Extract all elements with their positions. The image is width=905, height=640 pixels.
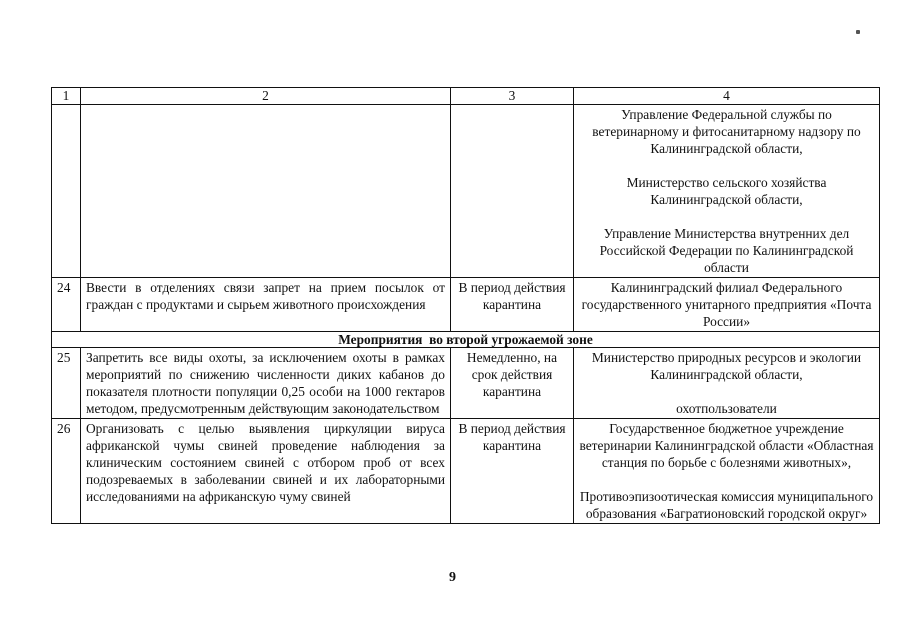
row-action: Организовать с целью выявления циркуляции вируса африканской чумы свиней проведение наблюдения за клиническим состоянием свиней с отбором проб от всех подозреваемых в заболевании свиней и их лабораторными исследованиями на африканскую чуму свиней (81, 419, 451, 524)
table-row-26 (52, 419, 880, 524)
row-term: В период действия карантина (451, 278, 574, 332)
row-number: 25 (52, 348, 81, 419)
row-number: 24 (52, 278, 81, 332)
header-col-2: 2 (81, 88, 451, 105)
table-header-row (52, 88, 880, 105)
row-number: 26 (52, 419, 81, 524)
section-row (52, 332, 880, 348)
cell-num (52, 105, 81, 278)
page-number: 9 (449, 570, 456, 585)
measures-table (51, 87, 880, 524)
responsible-item: Управление Министерства внутренних дел Российской Федерации по Калининградской области (599, 226, 854, 275)
row-responsible (574, 348, 880, 419)
scan-dot (856, 30, 860, 34)
responsible-item: Противоэпизоотическая комиссия муниципального образования «Багратионовский городской округ» (579, 489, 874, 521)
row-term: Немедленно, на срок действия карантина (451, 348, 574, 419)
header-col-3: 3 (451, 88, 574, 105)
header-col-4: 4 (574, 88, 880, 105)
row-action: Запретить все виды охоты, за исключением охоты в рамках мероприятий по снижению численности диких кабанов до показателя плотности популяции 0,25 особи на 1000 гектаров методом, предусмотренным действующим законодательством (81, 348, 451, 419)
responsible-item: охотпользователи (676, 401, 777, 416)
responsible-item: Государственное бюджетное учреждение ветеринарии Калининградской области «Областная станция по борьбе с болезнями животных», (579, 421, 874, 470)
table-row-24 (52, 278, 880, 332)
row-responsible (574, 419, 880, 524)
section-title: Мероприятия во второй угрожаемой зоне (52, 332, 880, 348)
cell-responsible (574, 105, 880, 278)
responsible-item: Министерство природных ресурсов и экологии Калининградской области, (591, 350, 862, 382)
cell-term (451, 105, 574, 278)
header-col-1: 1 (52, 88, 81, 105)
responsible-item: Министерство сельского хозяйства Калининградской области, (626, 175, 827, 207)
row-responsible: Калининградский филиал Федерального государственного унитарного предприятия «Почта России» (574, 278, 880, 332)
row-term: В период действия карантина (451, 419, 574, 524)
responsible-item: Управление Федеральной службы по ветеринарному и фитосанитарному надзору по Калининградской области, (592, 107, 861, 156)
table-row-continuation (52, 105, 880, 278)
table-row-25 (52, 348, 880, 419)
cell-action (81, 105, 451, 278)
row-action: Ввести в отделениях связи запрет на прием посылок от граждан с продуктами и сырьем животного происхождения (81, 278, 451, 332)
